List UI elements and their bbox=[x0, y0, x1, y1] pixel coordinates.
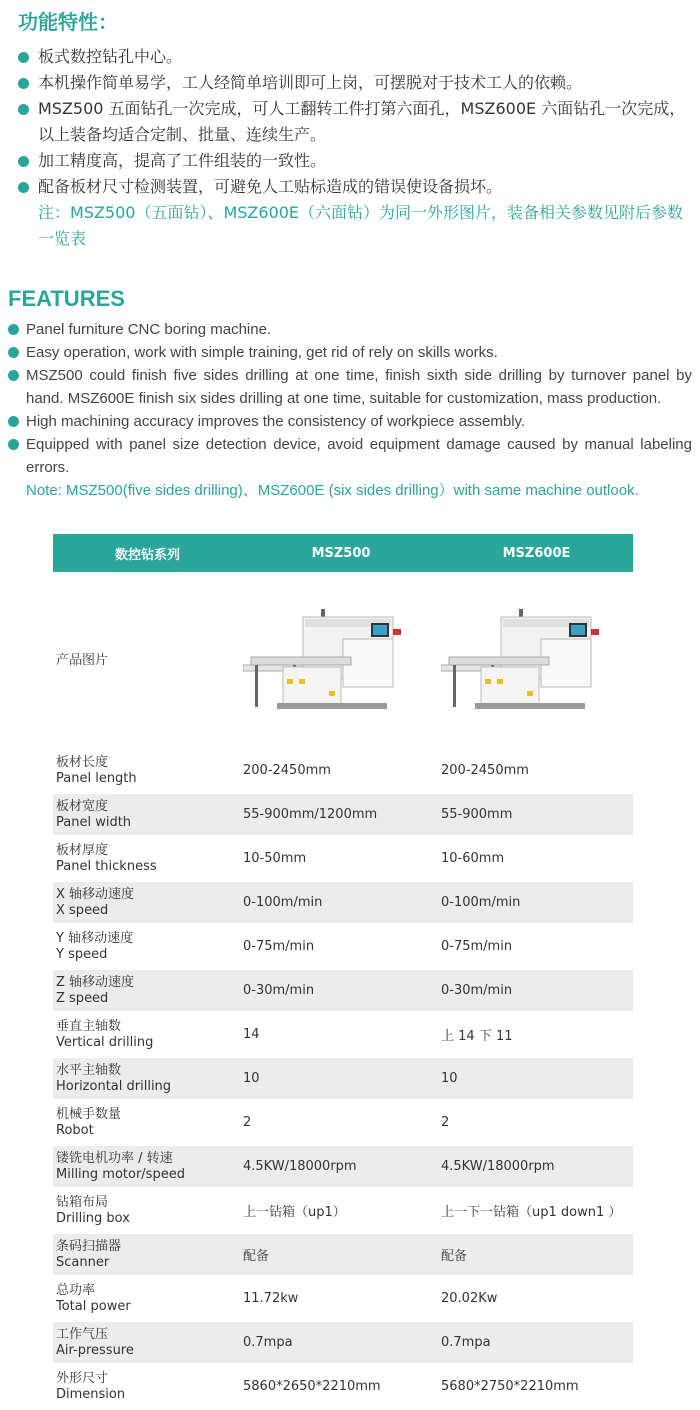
spec-value-msz600e: 200-2450mm bbox=[440, 750, 633, 794]
spec-value-msz600e: 10 bbox=[440, 1058, 633, 1102]
bullet-icon bbox=[8, 370, 19, 381]
spec-label bbox=[53, 1366, 242, 1410]
spec-value-msz500: 0.7mpa bbox=[242, 1322, 440, 1366]
spec-value-msz600e: 20.02Kw bbox=[440, 1278, 633, 1322]
spec-label-cn: 机械手数量 bbox=[56, 1106, 122, 1122]
cn-feature-item: 板式数控钻孔中心。 bbox=[16, 44, 686, 70]
spec-value-msz600e: 0.7mpa bbox=[440, 1322, 633, 1366]
cn-feature-item: 配备板材尺寸检测装置，可避免人工贴标造成的错误使设备损坏。 bbox=[16, 174, 686, 200]
spec-label bbox=[53, 1190, 242, 1234]
spec-row bbox=[53, 1058, 633, 1102]
en-feature-item: Easy operation, work with simple training, get rid of rely on skills works. bbox=[8, 341, 692, 364]
spec-label-en: Panel length bbox=[56, 770, 137, 786]
spec-label-cn: 水平主轴数 bbox=[56, 1062, 122, 1078]
spec-value-msz500: 上一钻箱（up1） bbox=[242, 1190, 440, 1234]
product-image-row bbox=[53, 572, 633, 750]
spec-label-en: Panel thickness bbox=[56, 858, 157, 874]
spec-value-msz600e: 5680*2750*2210mm bbox=[440, 1366, 633, 1410]
cn-feature-list bbox=[16, 44, 686, 252]
spec-label-cn: 总功率 bbox=[56, 1282, 96, 1298]
spec-value-msz500: 0-30m/min bbox=[242, 970, 440, 1014]
spec-table-header bbox=[53, 534, 633, 572]
spec-label-cn: 板材宽度 bbox=[56, 798, 109, 814]
spec-value-msz600e: 上一下一钻箱（up1 down1 ） bbox=[440, 1190, 633, 1234]
spec-label bbox=[53, 1234, 242, 1278]
spec-row bbox=[53, 838, 633, 882]
spec-label-cn: X 轴移动速度 bbox=[56, 886, 135, 902]
spec-value-msz500: 4.5KW/18000rpm bbox=[242, 1146, 440, 1190]
en-note: Note: MSZ500(five sides drilling)、MSZ600E (six sides drilling）with same machine outlook. bbox=[26, 482, 639, 499]
spec-value-msz600e: 配备 bbox=[440, 1234, 633, 1278]
spec-label-cn: 垂直主轴数 bbox=[56, 1018, 122, 1034]
product-image-label: 产品图片 bbox=[53, 572, 242, 750]
spec-label-en: Y speed bbox=[56, 946, 108, 962]
spec-row bbox=[53, 750, 633, 794]
bullet-icon bbox=[8, 347, 19, 358]
spec-label bbox=[53, 794, 242, 838]
spec-value-msz600e: 10-60mm bbox=[440, 838, 633, 882]
spec-label bbox=[53, 1102, 242, 1146]
bullet-icon bbox=[18, 156, 29, 167]
product-image-msz500 bbox=[242, 572, 440, 750]
bullet-icon bbox=[18, 104, 29, 115]
spec-row bbox=[53, 1146, 633, 1190]
spec-label-cn: 工作气压 bbox=[56, 1326, 109, 1342]
cn-feature-item: MSZ500 五面钻孔一次完成，可人工翻转工件打第六面孔，MSZ600E 六面钻孔一次完成，以上装备均适合定制、批量、连续生产。 bbox=[16, 96, 686, 148]
spec-value-msz500: 11.72kw bbox=[242, 1278, 440, 1322]
en-section-title: FEATURES bbox=[8, 286, 125, 311]
spec-value-msz600e: 2 bbox=[440, 1102, 633, 1146]
spec-label bbox=[53, 1322, 242, 1366]
spec-label-en: Air-pressure bbox=[56, 1342, 134, 1358]
spec-label-en: Scanner bbox=[56, 1254, 110, 1270]
spec-label-en: X speed bbox=[56, 902, 109, 918]
product-image-msz600e bbox=[440, 572, 633, 750]
spec-value-msz600e: 4.5KW/18000rpm bbox=[440, 1146, 633, 1190]
bullet-icon bbox=[8, 439, 19, 450]
en-feature-list bbox=[8, 318, 692, 502]
spec-value-msz500: 0-75m/min bbox=[242, 926, 440, 970]
spec-label bbox=[53, 926, 242, 970]
cn-feature-item: 本机操作简单易学，工人经简单培训即可上岗，可摆脱对于技术工人的依赖。 bbox=[16, 70, 686, 96]
bullet-icon bbox=[8, 324, 19, 335]
spec-row bbox=[53, 1278, 633, 1322]
spec-value-msz600e: 0-75m/min bbox=[440, 926, 633, 970]
spec-row bbox=[53, 882, 633, 926]
spec-value-msz600e: 55-900mm bbox=[440, 794, 633, 838]
spec-value-msz600e: 上 14 下 11 bbox=[440, 1014, 633, 1058]
spec-row bbox=[53, 970, 633, 1014]
header-msz600e: MSZ600E bbox=[440, 534, 633, 572]
spec-label bbox=[53, 970, 242, 1014]
spec-value-msz600e: 0-30m/min bbox=[440, 970, 633, 1014]
bullet-icon bbox=[18, 182, 29, 193]
spec-row bbox=[53, 1234, 633, 1278]
en-feature-item: Equipped with panel size detection device, avoid equipment damage caused by manual labeling errors. bbox=[8, 433, 692, 479]
spec-value-msz500: 0-100m/min bbox=[242, 882, 440, 926]
spec-label bbox=[53, 750, 242, 794]
spec-value-msz500: 2 bbox=[242, 1102, 440, 1146]
spec-label-cn: 条码扫描器 bbox=[56, 1238, 122, 1254]
spec-label-en: Horizontal drilling bbox=[56, 1078, 172, 1094]
spec-row bbox=[53, 1102, 633, 1146]
spec-label bbox=[53, 882, 242, 926]
spec-value-msz500: 5860*2650*2210mm bbox=[242, 1366, 440, 1410]
spec-label-cn: 钻箱布局 bbox=[56, 1194, 109, 1210]
spec-table bbox=[53, 534, 633, 1410]
spec-value-msz500: 配备 bbox=[242, 1234, 440, 1278]
en-feature-item: MSZ500 could finish five sides drilling at one time, finish sixth side drilling by turnover panel by hand. MSZ600E finish six sides drilling at one time, suitable for customization, mass production. bbox=[8, 364, 692, 410]
spec-label-en: Dimension bbox=[56, 1386, 126, 1402]
spec-row bbox=[53, 1366, 633, 1410]
en-feature-item: Panel furniture CNC boring machine. bbox=[8, 318, 692, 341]
spec-label-en: Milling motor/speed bbox=[56, 1166, 185, 1182]
spec-value-msz500: 200-2450mm bbox=[242, 750, 440, 794]
spec-label-cn: 镂铣电机功率 / 转速 bbox=[56, 1150, 173, 1166]
spec-label-en: Drilling box bbox=[56, 1210, 130, 1226]
spec-value-msz500: 10 bbox=[242, 1058, 440, 1102]
spec-label bbox=[53, 838, 242, 882]
spec-row bbox=[53, 1190, 633, 1234]
spec-label-en: Robot bbox=[56, 1122, 94, 1138]
spec-label bbox=[53, 1014, 242, 1058]
header-series: 数控钻系列 bbox=[53, 534, 242, 572]
cn-section-title: 功能特性： bbox=[18, 10, 118, 34]
spec-value-msz600e: 0-100m/min bbox=[440, 882, 633, 926]
spec-label-cn: 板材长度 bbox=[56, 754, 109, 770]
bullet-icon bbox=[8, 416, 19, 427]
spec-row bbox=[53, 1014, 633, 1058]
spec-label-cn: 外形尺寸 bbox=[56, 1370, 109, 1386]
spec-row bbox=[53, 1322, 633, 1366]
spec-value-msz500: 10-50mm bbox=[242, 838, 440, 882]
spec-label-cn: Y 轴移动速度 bbox=[56, 930, 134, 946]
spec-label bbox=[53, 1278, 242, 1322]
spec-label-en: Z speed bbox=[56, 990, 109, 1006]
machine-image bbox=[441, 599, 606, 724]
spec-label-en: Total power bbox=[56, 1298, 131, 1314]
bullet-icon bbox=[18, 78, 29, 89]
spec-label bbox=[53, 1146, 242, 1190]
bullet-icon bbox=[18, 52, 29, 63]
spec-label-cn: 板材厚度 bbox=[56, 842, 109, 858]
spec-value-msz500: 55-900mm/1200mm bbox=[242, 794, 440, 838]
cn-note: 注：MSZ500（五面钻）、MSZ600E（六面钻）为同一外形图片，装备相关参数见附后参数一览表 bbox=[38, 203, 684, 248]
spec-label bbox=[53, 1058, 242, 1102]
machine-image bbox=[243, 599, 408, 724]
spec-row bbox=[53, 926, 633, 970]
spec-value-msz500: 14 bbox=[242, 1014, 440, 1058]
header-msz500: MSZ500 bbox=[242, 534, 440, 572]
spec-label-en: Vertical drilling bbox=[56, 1034, 154, 1050]
spec-label-en: Panel width bbox=[56, 814, 132, 830]
cn-feature-item: 加工精度高，提高了工件组装的一致性。 bbox=[16, 148, 686, 174]
spec-label-cn: Z 轴移动速度 bbox=[56, 974, 135, 990]
spec-row bbox=[53, 794, 633, 838]
en-feature-item: High machining accuracy improves the consistency of workpiece assembly. bbox=[8, 410, 692, 433]
